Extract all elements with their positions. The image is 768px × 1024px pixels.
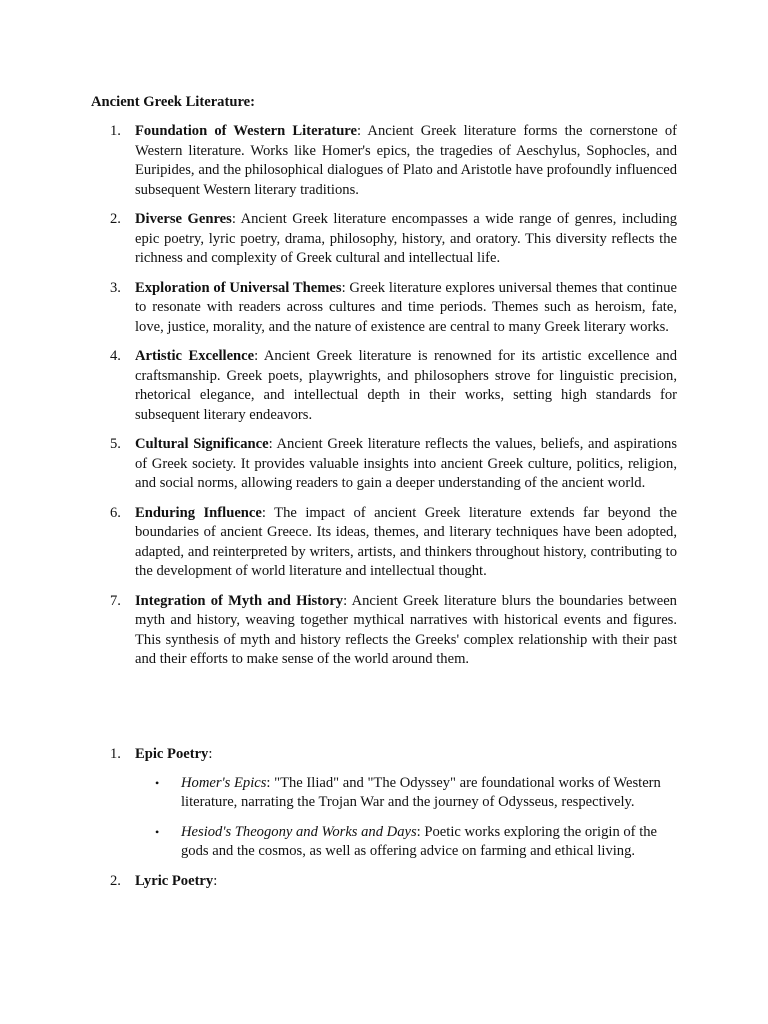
item-text: : Ancient Greek literature forms the cornerstone of Western literature. Works like Homer's epics, the tragedies of Aeschylus, Sophocles, and Euripides, and the philosophical dialogues of Plato and Aristotle have profoundly influenced subsequent Western literary traditions. bbox=[135, 123, 677, 198]
item-text: : Greek literature explores universal themes that continue to resonate with readers across cultures and time periods. Themes such as heroism, fate, love, justice, morality, and the nature of existence are central to many Greek literary works. bbox=[135, 279, 677, 335]
list-item bbox=[0, 435, 768, 494]
list-item bbox=[0, 279, 768, 338]
item-suffix: : bbox=[208, 746, 213, 762]
work-title: Hesiod's Theogony and Works and Days bbox=[181, 823, 417, 840]
list-item bbox=[0, 504, 768, 582]
works-list bbox=[135, 774, 677, 862]
list-item bbox=[0, 745, 768, 862]
item-number: 3. bbox=[110, 279, 121, 296]
item-term: Exploration of Universal Themes bbox=[135, 279, 342, 296]
item-number: 1. bbox=[110, 123, 121, 139]
item-term: Foundation of Western Literature bbox=[135, 123, 357, 139]
item-number: 2. bbox=[110, 872, 121, 889]
item-text: : Ancient Greek literature encompasses a wide range of genres, including epic poetry, lyric poetry, drama, philosophy, history, and oratory. This diversity reflects the richness and complexity of Greek cultural and intellectual life. bbox=[135, 211, 678, 266]
list-item bbox=[135, 774, 677, 813]
item-number: 5. bbox=[110, 436, 121, 452]
genres-list bbox=[0, 745, 768, 891]
work-text: : Poetic works exploring the origin of the gods and the cosmos, as well as offering advice on farming and ethical living. bbox=[181, 823, 658, 859]
item-suffix: : bbox=[213, 872, 218, 889]
item-term: Integration of Myth and History bbox=[135, 592, 344, 609]
item-number: 1. bbox=[110, 746, 121, 762]
item-term: Enduring Influence bbox=[135, 504, 262, 521]
document-title: Ancient Greek Literature: bbox=[91, 94, 256, 110]
item-number: 7. bbox=[110, 592, 121, 609]
item-number: 6. bbox=[110, 504, 121, 521]
list-item bbox=[0, 210, 768, 269]
list-item bbox=[0, 872, 768, 892]
item-text: : The impact of ancient Greek literature extends far beyond the boundaries of ancient Greece. Its ideas, themes, and literary techniques have been adopted, adapted, and reinterpreted by writers, artists, and thinkers throughout history, contributing to the development of world literature and intellectual thought. bbox=[135, 504, 677, 579]
work-text: : "The Iliad" and "The Odyssey" are foundational works of Western literature, narrating the Trojan War and the journey of Odysseus, respectively. bbox=[181, 774, 661, 810]
item-term: Diverse Genres bbox=[135, 211, 232, 227]
item-number: 2. bbox=[110, 211, 121, 227]
bullet-icon: • bbox=[155, 824, 160, 839]
bullet-icon: • bbox=[155, 775, 160, 790]
work-title: Homer's Epics bbox=[181, 774, 267, 791]
item-text: : Ancient Greek literature is renowned for its artistic excellence and craftsmanship. Greek poets, playwrights, and philosophers strove for linguistic precision, rhetorical elegance, and intellectual depth in their works, setting high standards for subsequent literary endeavors. bbox=[135, 348, 678, 423]
list-item bbox=[0, 592, 768, 670]
item-term: Cultural Significance bbox=[135, 436, 269, 452]
item-term: Epic Poetry bbox=[135, 746, 209, 762]
list-item bbox=[0, 122, 768, 200]
item-number: 4. bbox=[110, 348, 121, 364]
item-term: Artistic Excellence bbox=[135, 348, 255, 364]
themes-list bbox=[0, 122, 768, 680]
item-text: : Ancient Greek literature reflects the values, beliefs, and aspirations of Greek society. It provides valuable insights into ancient Greek culture, politics, religion, and social norms, allowing readers to gain a deeper understanding of the ancient world. bbox=[135, 436, 677, 491]
item-term: Lyric Poetry bbox=[135, 872, 214, 889]
list-item bbox=[135, 823, 677, 862]
item-text: : Ancient Greek literature blurs the boundaries between myth and history, weaving together mythical narratives with historical events and figures. This synthesis of myth and history reflects the Greeks' complex relationship with their past and their efforts to make sense of the world around them. bbox=[135, 592, 677, 667]
list-item bbox=[0, 347, 768, 425]
